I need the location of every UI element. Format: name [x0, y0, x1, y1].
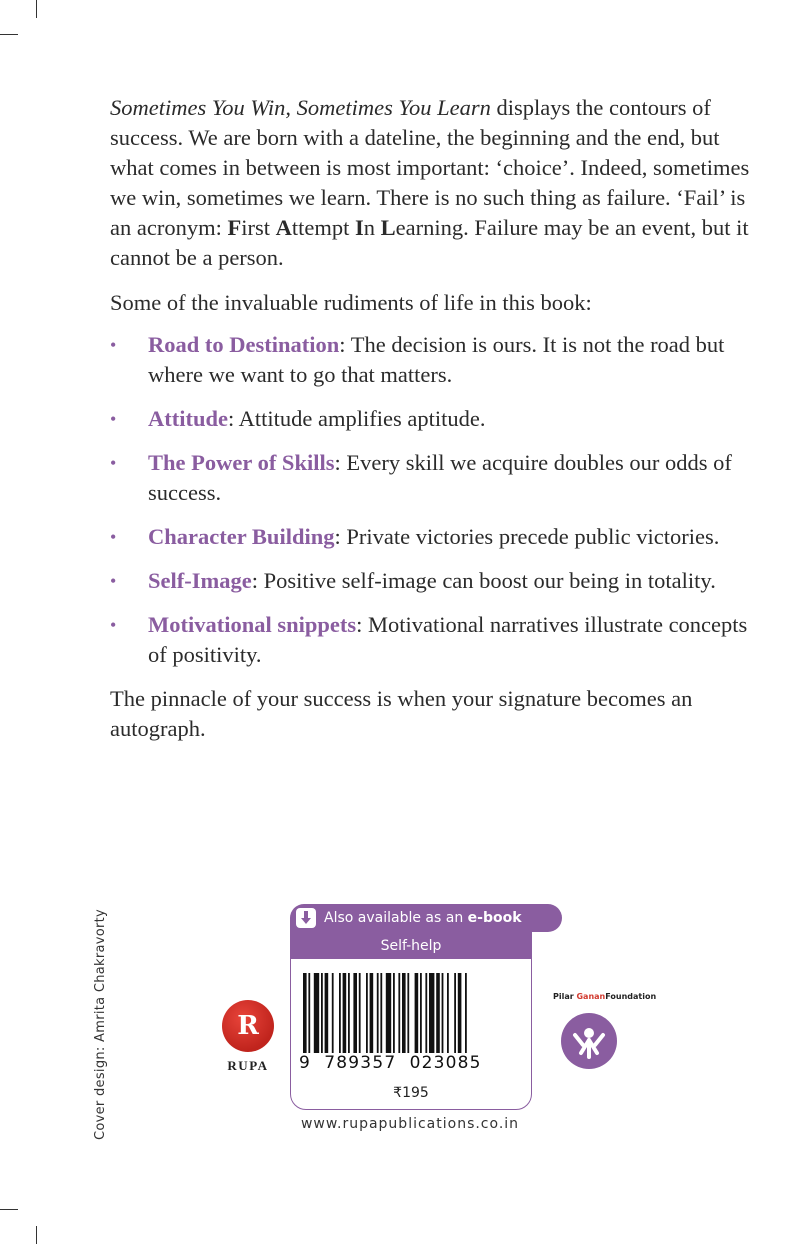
ebook-banner: Also available as an e-book [290, 904, 562, 932]
list-item: • Attitude: Attitude amplifies aptitude. [110, 404, 750, 434]
foundation-name: Pilar GananFoundation [553, 992, 657, 1001]
isbn-digits: 9 789357 023085 [299, 1053, 482, 1073]
genre-label: Self-help [291, 933, 531, 959]
barcode-box [290, 932, 532, 1110]
bullet: • [110, 615, 117, 635]
pilar-foundation-logo [553, 992, 657, 1069]
list-item: • Motivational snippets: Motivational narratives illustrate concepts of positivity. [110, 612, 748, 667]
bullet: • [110, 409, 117, 429]
blurb-paragraph-1: Sometimes You Win, Sometimes You Learn displays the contours of success. We are born with a dateline, the beginning and the end, but what comes in between is most important: ‘choice’. Indeed, sometimes we win, sometimes we learn. There is no such thing as failure. ‘Fail’ is an acronym: First Attempt In Learning. Failure may be an event, but it cannot be a person. [110, 95, 750, 270]
publisher-name: RUPA [227, 1058, 269, 1073]
crop-mark [0, 1209, 18, 1210]
rupa-r-icon: R [222, 1000, 274, 1052]
list-item: • Character Building: Private victories precede public victories. [110, 522, 750, 552]
barcode [299, 973, 523, 1053]
rupa-logo [218, 1000, 278, 1074]
crop-mark [0, 34, 18, 35]
crop-mark [36, 0, 37, 18]
list-item: • Road to Destination: The decision is ours. It is not the road but where we want to go that matters. [110, 332, 725, 387]
bullet: • [110, 335, 117, 355]
blurb-closing: The pinnacle of your success is when your signature becomes an autograph. [110, 686, 693, 741]
crop-mark [36, 1226, 37, 1244]
rudiments-list [110, 330, 750, 670]
download-icon [296, 908, 316, 928]
price: ₹195 [393, 1085, 429, 1101]
bullet: • [110, 571, 117, 591]
list-item: • The Power of Skills: Every skill we acquire doubles our odds of success. [110, 450, 732, 505]
cover-design-credit: Cover design: Amrita Chakravorty [93, 908, 108, 1140]
list-item: • Self-Image: Positive self-image can boost our being in totality. [110, 566, 750, 596]
bullet: • [110, 453, 117, 473]
blurb-intro: Some of the invaluable rudiments of life in this book: [110, 290, 592, 315]
book-title: Sometimes You Win, Sometimes You Learn [110, 95, 491, 120]
bullet: • [110, 527, 117, 547]
blurb [110, 93, 750, 744]
foundation-emblem-icon [561, 1013, 617, 1069]
website-url: www.rupapublications.co.in [300, 1116, 520, 1132]
